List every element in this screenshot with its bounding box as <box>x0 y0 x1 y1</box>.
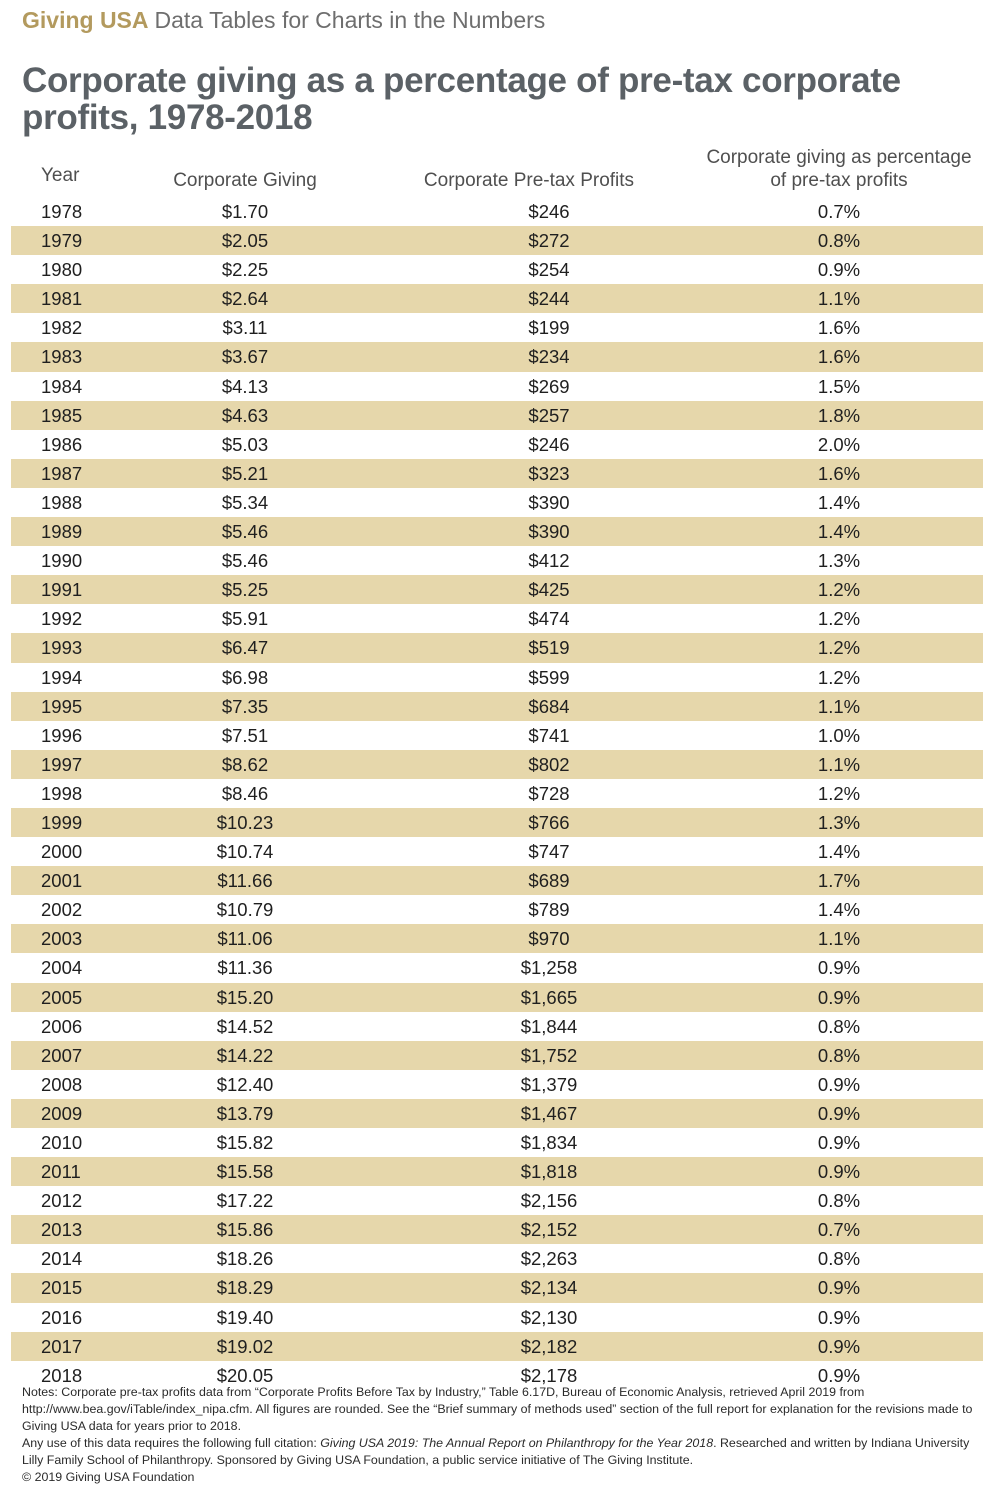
cell-profits: $1,834 <box>520 1132 578 1153</box>
cell-percent: 1.4% <box>817 491 861 513</box>
table-row <box>11 808 983 837</box>
cell-year: 2011 <box>41 1161 81 1183</box>
cell-giving: $5.46 <box>221 550 269 572</box>
cell-profits: $246 <box>528 201 570 222</box>
cell-year: 1994 <box>41 666 83 688</box>
cell-giving: $14.52 <box>216 1015 274 1037</box>
table-row <box>11 372 983 401</box>
cell-giving: $12.40 <box>216 1073 274 1095</box>
cell-percent: 0.9% <box>817 1102 861 1124</box>
cell-percent: 1.4% <box>817 521 861 543</box>
cell-year: 2006 <box>41 1015 83 1037</box>
cell-year: 1980 <box>41 259 83 281</box>
cell-profits: $1,467 <box>520 1102 578 1124</box>
cell-profits: $1,258 <box>520 957 578 979</box>
column-header-giving: Corporate Giving <box>173 170 317 191</box>
cell-giving: $7.51 <box>221 724 269 746</box>
page-title: Corporate giving as a percentage of pre-tax corporate profits, 1978-2018 <box>22 61 901 137</box>
column-header-percent-line1: Corporate giving as percentage <box>706 147 972 168</box>
cell-profits: $1,752 <box>520 1044 578 1066</box>
cell-giving: $6.98 <box>221 666 269 688</box>
table-row <box>11 226 983 255</box>
cell-percent: 1.0% <box>817 724 861 746</box>
cell-year: 1984 <box>41 375 83 397</box>
citation-title: Giving USA 2019: The Annual Report on Philanthropy for the Year 2018 <box>320 1436 714 1450</box>
cell-percent: 1.2% <box>817 637 861 659</box>
table-row <box>11 284 983 313</box>
table-row <box>11 721 983 750</box>
cell-percent: 0.7% <box>817 201 861 222</box>
cell-profits: $246 <box>528 433 570 455</box>
cell-year: 2005 <box>41 986 83 1008</box>
cell-percent: 1.2% <box>817 608 861 630</box>
copyright-text: © 2019 Giving USA Foundation <box>22 1470 195 1484</box>
cell-profits: $390 <box>528 521 570 543</box>
cell-year: 1989 <box>41 521 83 543</box>
cell-giving: $15.20 <box>216 986 274 1008</box>
cell-percent: 0.9% <box>817 1306 861 1328</box>
cell-percent: 1.6% <box>817 317 861 339</box>
cell-giving: $15.86 <box>216 1219 274 1241</box>
table-row <box>11 924 983 953</box>
page-header <box>22 6 545 34</box>
table-row <box>11 866 983 895</box>
table-row <box>11 575 983 604</box>
cell-giving: $5.21 <box>221 462 269 484</box>
table-row <box>11 430 983 459</box>
cell-profits: $199 <box>528 317 570 339</box>
brand-name: Giving USA <box>22 7 149 33</box>
cell-year: 1983 <box>41 346 83 368</box>
cell-year: 2007 <box>41 1044 83 1066</box>
cell-giving: $14.22 <box>216 1044 274 1066</box>
cell-profits: $970 <box>528 928 570 950</box>
citation-text <box>22 1435 980 1469</box>
cell-giving: $5.34 <box>221 491 269 513</box>
cell-percent: 0.9% <box>817 1277 861 1299</box>
cell-profits: $519 <box>528 637 570 659</box>
cell-giving: $3.67 <box>221 346 269 368</box>
cell-giving: $7.35 <box>221 695 269 717</box>
cell-percent: 2.0% <box>817 433 861 455</box>
cell-profits: $244 <box>528 288 570 310</box>
column-header-percent-line2: of pre-tax profits <box>770 170 908 191</box>
cell-percent: 0.9% <box>817 1132 861 1153</box>
cell-year: 2008 <box>41 1073 83 1095</box>
table-row <box>11 983 983 1012</box>
cell-profits: $766 <box>528 811 570 833</box>
cell-year: 1979 <box>41 230 83 252</box>
cell-profits: $272 <box>528 230 570 252</box>
table-row <box>11 692 983 721</box>
cell-profits: $2,156 <box>520 1190 578 1212</box>
cell-profits: $2,182 <box>520 1335 578 1357</box>
cell-year: 1988 <box>41 491 83 513</box>
cell-profits: $2,130 <box>520 1306 578 1328</box>
citation-suffix: . Researched and written by Indiana University Lilly Family School of Philanthropy. Sponsored by Giving USA Foundation, a public service initiative of The Giving Institute. <box>22 1436 970 1467</box>
cell-giving: $8.46 <box>221 782 269 804</box>
cell-year: 1987 <box>41 462 83 484</box>
cell-percent: 0.9% <box>817 259 861 281</box>
cell-year: 1978 <box>41 201 83 222</box>
cell-giving: $11.06 <box>217 928 273 950</box>
cell-percent: 1.6% <box>817 346 861 368</box>
cell-year: 2015 <box>41 1277 83 1299</box>
cell-profits: $257 <box>528 404 570 426</box>
cell-giving: $10.74 <box>216 841 274 863</box>
cell-giving: $18.26 <box>216 1248 274 1270</box>
table-row <box>11 1303 983 1332</box>
cell-profits: $1,379 <box>520 1073 578 1095</box>
table-row <box>11 517 983 546</box>
table-row <box>11 953 983 982</box>
cell-profits: $234 <box>528 346 570 368</box>
cell-year: 2009 <box>41 1102 83 1124</box>
cell-giving: $3.11 <box>222 317 268 339</box>
cell-giving: $5.25 <box>221 579 269 601</box>
cell-profits: $1,818 <box>520 1161 578 1183</box>
cell-percent: 1.1% <box>817 753 861 775</box>
cell-percent: 1.6% <box>817 462 861 484</box>
cell-giving: $20.05 <box>216 1364 274 1386</box>
cell-year: 2004 <box>41 957 83 979</box>
cell-giving: $4.13 <box>221 375 269 397</box>
table-row <box>11 1128 983 1157</box>
cell-year: 2014 <box>41 1248 83 1270</box>
table-row <box>11 1186 983 1215</box>
table-row <box>11 1273 983 1302</box>
footnotes <box>22 1384 980 1486</box>
cell-profits: $802 <box>528 753 570 775</box>
table-row <box>11 1215 983 1244</box>
table-row <box>11 401 983 430</box>
cell-percent: 0.9% <box>817 986 861 1008</box>
cell-percent: 0.7% <box>817 1219 861 1241</box>
cell-giving: $18.29 <box>216 1277 274 1299</box>
cell-year: 1985 <box>41 404 83 426</box>
cell-giving: $19.02 <box>216 1335 274 1357</box>
cell-giving: $13.79 <box>216 1102 274 1124</box>
data-table <box>11 141 983 1390</box>
cell-percent: 1.2% <box>817 782 861 804</box>
cell-giving: $8.62 <box>221 753 269 775</box>
table-row <box>11 1244 983 1273</box>
cell-percent: 0.8% <box>817 230 861 252</box>
cell-profits: $599 <box>528 666 570 688</box>
cell-year: 1982 <box>41 317 83 339</box>
table-row <box>11 255 983 284</box>
header-subtitle: Data Tables for Charts in the Numbers <box>154 7 546 33</box>
table-row <box>11 633 983 662</box>
table-row <box>11 837 983 866</box>
cell-percent: 0.9% <box>817 957 861 979</box>
cell-percent: 0.8% <box>817 1190 861 1212</box>
cell-giving: $2.25 <box>221 259 269 281</box>
cell-profits: $254 <box>528 259 570 281</box>
cell-giving: $2.64 <box>221 288 269 310</box>
cell-year: 2017 <box>41 1335 83 1357</box>
cell-year: 1995 <box>41 695 83 717</box>
cell-percent: 0.9% <box>817 1364 861 1386</box>
cell-profits: $789 <box>528 899 570 921</box>
table-row <box>11 895 983 924</box>
cell-profits: $425 <box>528 579 570 601</box>
table-row <box>11 604 983 633</box>
table-row <box>11 546 983 575</box>
cell-profits: $689 <box>528 870 570 892</box>
table-row <box>11 197 983 226</box>
cell-profits: $747 <box>528 841 570 863</box>
cell-profits: $323 <box>528 462 570 484</box>
cell-giving: $1.70 <box>221 201 269 222</box>
cell-percent: 1.4% <box>817 841 861 863</box>
notes-text: Notes: Corporate pre-tax profits data from “Corporate Profits Before Tax by Industry,” Table 6.17D, Bureau of Economic Analysis, retrieved April 2019 from http://www.bea.gov/iTable/index_nipa.cfm. All figures are rounded. See the “Brief summary of methods used” section of the full report for explanation for the revisions made to Giving USA data for years prior to 2018. <box>22 1385 973 1433</box>
cell-year: 1991 <box>41 579 83 601</box>
cell-giving: $15.82 <box>216 1132 274 1153</box>
cell-year: 1993 <box>41 637 83 659</box>
table-header <box>11 141 983 197</box>
cell-percent: 0.9% <box>817 1073 861 1095</box>
cell-year: 1998 <box>41 782 83 804</box>
table-row <box>11 488 983 517</box>
table-row <box>11 1070 983 1099</box>
cell-year: 1990 <box>41 550 83 572</box>
cell-percent: 1.2% <box>817 666 861 688</box>
cell-year: 1992 <box>41 608 83 630</box>
cell-profits: $2,263 <box>520 1248 578 1270</box>
cell-year: 2012 <box>41 1190 83 1212</box>
cell-percent: 1.3% <box>817 550 861 572</box>
cell-profits: $684 <box>528 695 570 717</box>
table-row <box>11 313 983 342</box>
cell-profits: $2,178 <box>520 1364 578 1386</box>
cell-year: 1981 <box>41 288 83 310</box>
cell-giving: $11.36 <box>217 957 273 979</box>
cell-percent: 1.7% <box>817 870 861 892</box>
cell-year: 1986 <box>41 433 83 455</box>
cell-percent: 0.8% <box>817 1015 861 1037</box>
cell-giving: $5.46 <box>221 521 269 543</box>
cell-year: 2002 <box>41 899 83 921</box>
cell-percent: 1.8% <box>817 404 861 426</box>
cell-profits: $474 <box>528 608 570 630</box>
table-row <box>11 1012 983 1041</box>
cell-profits: $1,665 <box>520 986 578 1008</box>
cell-percent: 0.9% <box>817 1335 861 1357</box>
cell-year: 2018 <box>41 1364 83 1386</box>
cell-percent: 1.1% <box>817 288 861 310</box>
column-header-profits: Corporate Pre-tax Profits <box>423 170 635 191</box>
cell-profits: $728 <box>528 782 570 804</box>
cell-giving: $2.05 <box>221 230 269 252</box>
cell-year: 2001 <box>41 870 83 892</box>
cell-percent: 0.8% <box>817 1044 861 1066</box>
cell-giving: $10.79 <box>216 899 274 921</box>
cell-percent: 0.8% <box>817 1248 861 1270</box>
table-row <box>11 779 983 808</box>
cell-year: 2000 <box>41 841 83 863</box>
cell-giving: $4.63 <box>221 404 269 426</box>
column-header-percent <box>694 146 984 192</box>
cell-year: 1996 <box>41 724 83 746</box>
cell-giving: $5.03 <box>221 433 269 455</box>
cell-year: 2016 <box>41 1306 83 1328</box>
cell-giving: $15.58 <box>216 1161 274 1183</box>
table-row <box>11 1041 983 1070</box>
cell-percent: 1.2% <box>817 579 861 601</box>
cell-percent: 1.3% <box>817 811 861 833</box>
cell-percent: 1.4% <box>817 899 861 921</box>
cell-giving: $19.40 <box>216 1306 274 1328</box>
table-row <box>11 459 983 488</box>
column-header-year: Year <box>41 165 80 186</box>
cell-profits: $390 <box>528 491 570 513</box>
table-body <box>11 197 983 1390</box>
cell-percent: 1.1% <box>817 695 861 717</box>
cell-giving: $10.23 <box>216 811 274 833</box>
table-row <box>11 1157 983 1186</box>
citation-prefix: Any use of this data requires the following full citation: <box>22 1436 321 1450</box>
cell-profits: $412 <box>528 550 570 572</box>
cell-profits: $1,844 <box>520 1015 578 1037</box>
cell-year: 1999 <box>41 811 83 833</box>
cell-profits: $741 <box>528 724 570 746</box>
cell-profits: $2,134 <box>520 1277 578 1299</box>
cell-percent: 1.5% <box>817 375 861 397</box>
table-row <box>11 750 983 779</box>
cell-giving: $17.22 <box>216 1190 274 1212</box>
cell-profits: $2,152 <box>520 1219 578 1241</box>
cell-giving: $11.66 <box>217 870 273 892</box>
table-row <box>11 1332 983 1361</box>
cell-percent: 0.9% <box>817 1161 861 1183</box>
cell-year: 2003 <box>41 928 83 950</box>
cell-profits: $269 <box>528 375 570 397</box>
cell-giving: $6.47 <box>221 637 269 659</box>
cell-giving: $5.91 <box>221 608 269 630</box>
cell-percent: 1.1% <box>817 928 861 950</box>
cell-year: 1997 <box>41 753 83 775</box>
table-row <box>11 1099 983 1128</box>
cell-year: 2010 <box>41 1132 83 1153</box>
cell-year: 2013 <box>41 1219 83 1241</box>
table-row <box>11 663 983 692</box>
table-row <box>11 342 983 371</box>
